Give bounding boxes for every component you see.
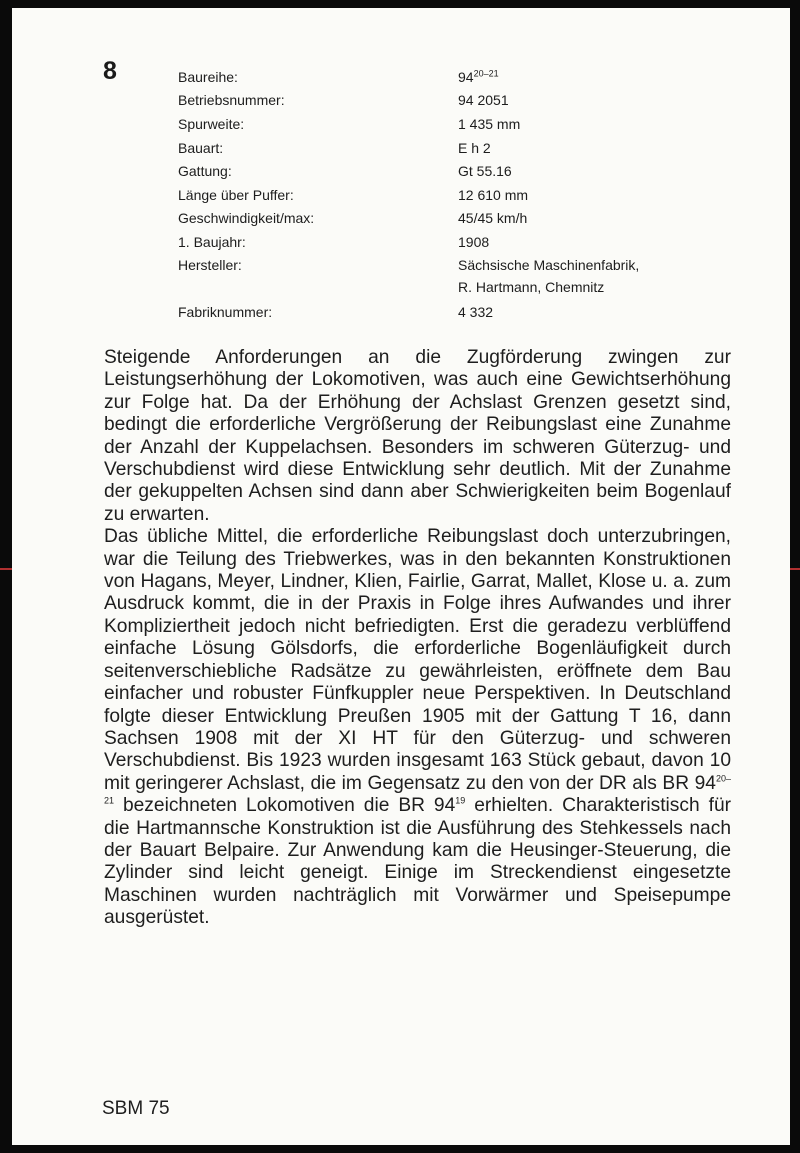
spec-label-baujahr: 1. Baujahr:: [178, 234, 246, 250]
spec-label-spurweite: Spurweite:: [178, 116, 245, 132]
spec-value-hersteller: Sächsische Maschinenfabrik,: [458, 257, 640, 273]
spec-value-laenge: 12 610 mm: [458, 187, 529, 203]
spec-value-baureihe-sup: 20–21: [473, 68, 499, 79]
spec-label-hersteller: Hersteller:: [178, 257, 242, 273]
description-text: [104, 347, 731, 930]
spec-value-baujahr: 1908: [458, 234, 490, 250]
spec-label-fabriknummer: Fabriknummer:: [178, 304, 273, 320]
spec-label-baureihe: Baureihe:: [178, 69, 238, 85]
paragraph-1: Steigende Anforderungen an die Zugförderung zwingen zur Leistungserhöhung der Lokomotiven, was auch eine Gewichtserhöhung zur Folge hat. Da der Erhöhung der Achslast Grenzen gesetzt sind, bedingt die erforderliche Vergrößerung der Reibungslast eine Zunahme der Anzahl der Kuppelachsen. Besonders im schweren Güterzug- und Verschubdienst wird diese Entwicklung sehr deutlich. Mit der Zunahme der gekuppelten Achsen sind dann aber Schwierigkeiten beim Bogenlauf zu erwarten.: [104, 347, 731, 525]
left-edge-mark: [0, 568, 12, 570]
spec-value-gattung: Gt 55.16: [458, 163, 512, 179]
spec-value-baureihe: 94$^{20-21}$: [458, 68, 499, 85]
spec-value-betriebsnummer: 94 2051: [458, 92, 509, 108]
spec-label-laenge: Länge über Puffer:: [178, 187, 294, 203]
spec-value-fabriknummer: 4 332: [458, 304, 494, 320]
spec-value-bauart: E h 2: [458, 140, 491, 156]
right-edge-mark: [790, 568, 800, 570]
info-card: [12, 8, 790, 1145]
series-footer: SBM 75: [102, 1098, 170, 1119]
spec-value-hersteller-line2: R. Hartmann, Chemnitz: [458, 279, 605, 295]
spec-value-spurweite: 1 435 mm: [458, 116, 521, 132]
paragraph-2: Das übliche Mittel, die erforderliche Reibungslast doch unterzubringen, war die Teilung des Triebwerkes, was in den bekannten Konstruktionen von Hagans, Meyer, Lindner, Klien, Fairlie, Garrat, Mallet, Klose u. a. zum Ausdruck kommt, die in der Praxis in Folge ihres Aufwandes und ihrer Kompliziertheit jedoch nicht befriedigten. Erst die geradezu verblüffend einfache Lösung Gölsdorfs, die erforderliche Bogenläufigkeit durch seitenverschiebliche Radsätze zu gewährleisten, eröffnete dem Bau einfacher und robuster Fünfkuppler neue Perspektiven. In Deutschland folgte dieser Entwicklung Preußen 1905 mit der Gattung T 16, dann Sachsen 1908 mit der XI HT für den Güterzug- und schweren Verschubdienst. Bis 1923 wurden insgesamt 163 Stück gebaut, davon 10 mit geringerer Achslast, die im Gegensatz zu den von der DR als BR 94$^{20-21}$ bezeichneten Lokomotiven die BR $94^{19}$ erhielten. Charakteristisch für die Hartmannsche Konstruktion ist die Ausführung des Stehkessels nach der Bauart Belpaire. Zur Anwendung kam die Heusinger-Steuerung, die Zylinder sind leicht geneigt. Einige im Streckendienst eingesetzte Maschinen wurden nachträglich mit Vorwärmer und Speisepumpe ausgerüstet.: [104, 526, 732, 929]
card-number: 8: [103, 57, 117, 85]
spec-label-betriebsnummer: Betriebsnummer:: [178, 92, 285, 108]
spec-label-geschwindigkeit: Geschwindigkeit/max:: [178, 210, 315, 226]
spec-value-geschwindigkeit: 45/45 km/h: [458, 210, 528, 226]
spec-label-bauart: Bauart:: [178, 140, 224, 156]
spec-label-gattung: Gattung:: [178, 163, 232, 179]
